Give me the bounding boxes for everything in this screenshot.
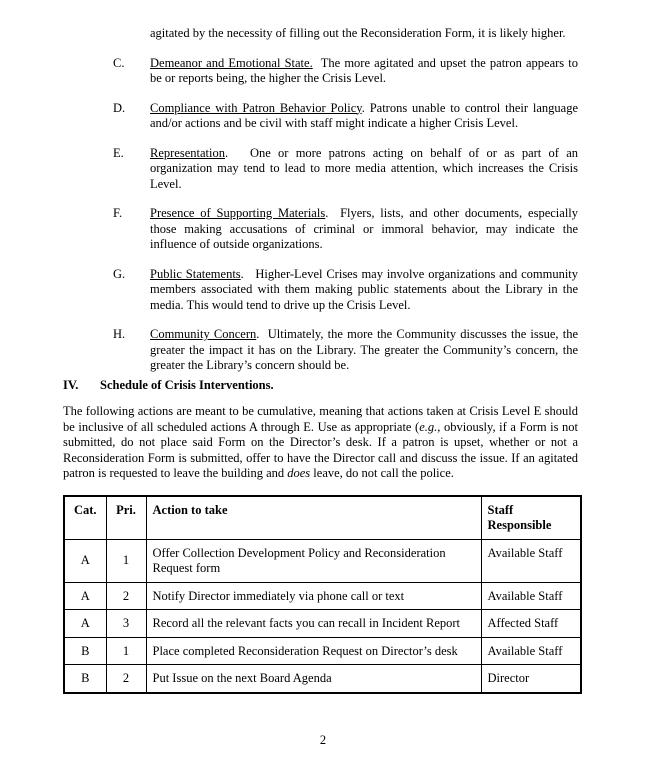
cell-cat: A (64, 539, 106, 582)
item-text: Flyers, lists, and other documents, especially those making accusations of criminal or immoral behavior, may indicate the influence of outside organizations. (150, 206, 579, 251)
interventions-table (63, 495, 582, 694)
item-body (150, 56, 578, 87)
item-heading: Community Concern (150, 327, 257, 341)
continuation-paragraph: agitated by the necessity of filling out the Reconsideration Form, it is likely higher. (150, 26, 566, 40)
item-heading: Presence of Supporting Materials (150, 206, 326, 220)
cell-pri: 1 (106, 539, 146, 582)
cell-cat: B (64, 665, 106, 693)
item-letter: E. (113, 145, 124, 160)
cell-staff: Available Staff (481, 539, 581, 582)
section-numeral: IV. (63, 377, 79, 392)
cell-action: Record all the relevant facts you can recall in Incident Report (146, 610, 481, 638)
item-letter: C. (113, 55, 125, 70)
item-letter: D. (113, 100, 126, 115)
cell-pri: 3 (106, 610, 146, 638)
list-item-e (63, 146, 578, 193)
item-text: Patrons unable to control their language and/or actions and be civil with staff might indicate a higher Crisis Level. (150, 100, 578, 130)
item-heading: Demeanor and Emotional State. (150, 55, 313, 70)
cell-pri: 2 (106, 665, 146, 693)
item-letter: H. (113, 327, 126, 341)
item-letter: G. (113, 266, 126, 281)
item-body (150, 146, 578, 193)
italic-does: does (287, 466, 311, 480)
cell-cat: B (64, 637, 106, 665)
interventions-paragraph (63, 404, 578, 482)
page-number: 2 (319, 733, 327, 747)
page-content (63, 26, 578, 694)
italic-eg: e.g. (419, 419, 438, 434)
item-sep (313, 56, 317, 70)
table-row (64, 665, 581, 693)
cell-pri: 2 (106, 582, 146, 610)
cell-staff: Available Staff (481, 582, 581, 610)
cell-pri: 1 (106, 637, 146, 665)
header-staff: Staff Responsible (481, 496, 581, 540)
table-header-row (64, 496, 581, 540)
cell-cat: A (64, 582, 106, 610)
list-item-f (63, 206, 578, 253)
item-text: The more agitated and upset the patron appears to be or reports being, the higher the Crisis Level. (150, 55, 579, 85)
item-body (150, 206, 578, 253)
cell-action: Put Issue on the next Board Agenda (146, 665, 481, 693)
table-row (64, 539, 581, 582)
header-cat: Cat. (64, 496, 106, 540)
cell-cat: A (64, 610, 106, 638)
list-item-c (63, 56, 578, 87)
item-sep: . (224, 145, 243, 160)
cell-action: Place completed Reconsideration Request on Director’s desk (146, 637, 481, 665)
item-heading: Representation (150, 145, 225, 160)
section-heading (63, 378, 578, 394)
item-body (150, 101, 578, 132)
item-sep: . (325, 206, 335, 220)
cell-staff: Affected Staff (481, 610, 581, 638)
item-heading: Compliance with Patron Behavior Policy (150, 100, 362, 115)
item-text: Higher-Level Crises may involve organizations and community members associated with them making public statements about the Library in the media. This would tend to drive up the Crisis Level. (150, 266, 579, 312)
header-action: Action to take (146, 496, 481, 540)
item-sep: . (256, 327, 264, 341)
cell-staff: Available Staff (481, 637, 581, 665)
table-row (64, 637, 581, 665)
list-item-h (63, 327, 578, 374)
cell-action: Notify Director immediately via phone call or text (146, 582, 481, 610)
paragraph-text: leave, do not call the police. (310, 466, 454, 480)
section-title: Schedule of Crisis Interventions. (100, 377, 274, 392)
table-row (64, 610, 581, 638)
item-text: One or more patrons acting on behalf of or as part of an organization may tend to lead to more media attention, which increases the Crisis Level. (150, 145, 579, 191)
item-letter: F. (113, 206, 123, 220)
table-row (64, 582, 581, 610)
paragraph-text: The following actions are meant to be cumulative, meaning that actions taken at Crisis Level E should be inclusive of all scheduled actions A through E. Use as appropriate ( (63, 404, 578, 434)
item-sep: . (240, 266, 252, 281)
item-text: Ultimately, the more the Community discusses the issue, the greater the impact it has on the Library. The greater the Community’s concern, the greater the Library’s concern should be. (150, 327, 578, 372)
cell-staff: Director (481, 665, 581, 693)
item-body (150, 327, 578, 374)
list-item-d (63, 101, 578, 132)
header-pri: Pri. (106, 496, 146, 540)
item-sep: . (361, 100, 365, 115)
paragraph-text: , obviously, if a Form is not submitted, do not place said Form on the Director’s desk. If a patron is upset, whether or not a Reconsideration Form is submitted, offer to have the Director call and discuss the issue. If an agitated patron is requested to leave the building and (63, 419, 578, 480)
list-item-g (63, 267, 578, 314)
item-heading: Public Statements (150, 266, 241, 281)
cell-action: Offer Collection Development Policy and Reconsideration Request form (146, 539, 481, 582)
item-body (150, 267, 578, 314)
